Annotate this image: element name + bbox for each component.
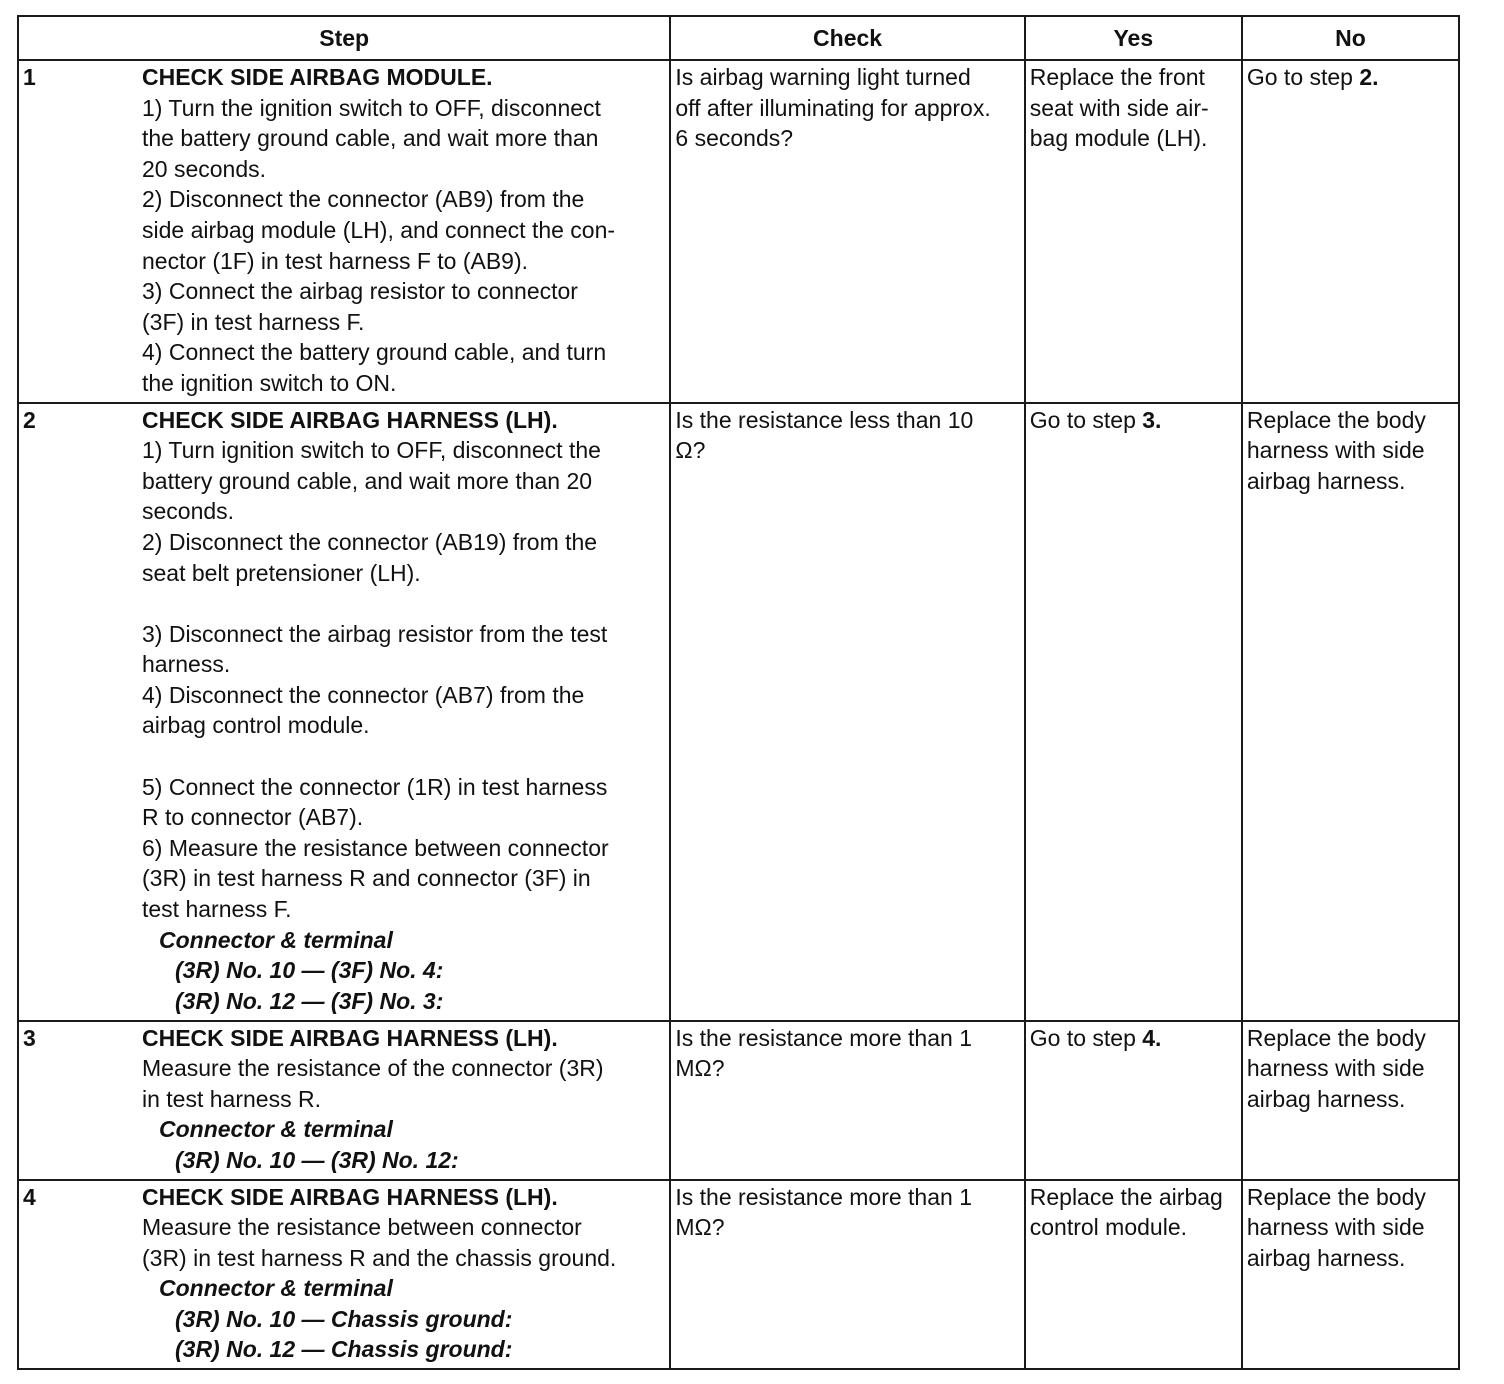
step-line: in test harness R.: [142, 1085, 321, 1112]
step-number: 3: [23, 1024, 36, 1051]
step-title: CHECK SIDE AIRBAG MODULE.: [142, 64, 493, 90]
step-number: 2: [23, 406, 36, 433]
no-cell: [1242, 1021, 1459, 1180]
yes-line: Replace the airbag: [1029, 1183, 1223, 1210]
no-line: airbag harness.: [1246, 1085, 1406, 1112]
step-title: CHECK SIDE AIRBAG HARNESS (LH).: [142, 1024, 558, 1051]
step-line: seat belt pretensioner (LH).: [142, 559, 421, 586]
step-cell: [18, 60, 670, 403]
no-line: airbag harness.: [1246, 1244, 1406, 1271]
no-cell: [1242, 60, 1459, 403]
step-line: battery ground cable, and wait more than 20: [142, 467, 593, 494]
step-line: seconds.: [142, 498, 235, 525]
step-line: R to connector (AB7).: [142, 804, 364, 831]
table-row: [18, 1180, 1459, 1370]
step-line: 3) Disconnect the airbag resistor from the test: [142, 620, 608, 647]
no-line: harness with side: [1246, 437, 1425, 464]
step-number: 4: [23, 1183, 36, 1210]
step-line: (3F) in test harness F.: [142, 308, 365, 335]
table-row: [18, 60, 1459, 403]
yes-line: control module.: [1029, 1214, 1187, 1241]
yes-cell: [1025, 1180, 1242, 1370]
check-cell: [670, 403, 1024, 1021]
no-text: Go to step: [1246, 64, 1360, 90]
check-line: Is airbag warning light turned: [675, 64, 971, 90]
step-line: (3R) in test harness R and connector (3F) in: [142, 865, 591, 892]
step-number: 1: [23, 64, 36, 90]
check-cell: [670, 1021, 1024, 1180]
connector-terminal-spec: (3R) No. 12 — (3F) No. 3:: [175, 987, 444, 1014]
no-line: Replace the body: [1246, 1183, 1426, 1210]
header-step: Step: [18, 16, 670, 60]
step-line: nector (1F) in test harness F to (AB9).: [142, 247, 529, 274]
yes-text: Go to step: [1029, 406, 1143, 433]
step-line: Measure the resistance of the connector (3R): [142, 1055, 604, 1082]
step-line: side airbag module (LH), and connect the con-: [142, 216, 616, 243]
yes-cell: [1025, 1021, 1242, 1180]
check-line: 6 seconds?: [675, 125, 794, 152]
no-cell: [1242, 1180, 1459, 1370]
connector-terminal-spec: (3R) No. 10 — (3F) No. 4:: [175, 957, 444, 984]
step-line: 6) Measure the resistance between connector: [142, 834, 609, 861]
step-line: 2) Disconnect the connector (AB9) from the: [142, 186, 585, 213]
no-line: Replace the body: [1246, 1024, 1426, 1051]
step-cell: [18, 403, 670, 1021]
connector-terminal-heading: Connector & terminal: [159, 1116, 393, 1143]
step-cell: [18, 1180, 670, 1370]
header-check: Check: [670, 16, 1024, 60]
connector-terminal-heading: Connector & terminal: [159, 926, 393, 953]
check-line: off after illuminating for approx.: [675, 94, 991, 121]
table-row: [18, 403, 1459, 1021]
step-line: the battery ground cable, and wait more than: [142, 125, 599, 152]
step-line: harness.: [142, 651, 231, 678]
step-line: the ignition switch to ON.: [142, 369, 397, 396]
check-line: Is the resistance more than 1: [675, 1024, 972, 1051]
step-line: 1) Turn ignition switch to OFF, disconnect the: [142, 437, 601, 464]
yes-line: seat with side air-: [1029, 94, 1209, 121]
no-cell: [1242, 403, 1459, 1021]
diagnostic-table: [17, 15, 1460, 1370]
step-line: airbag control module.: [142, 712, 370, 739]
no-line: harness with side: [1246, 1214, 1425, 1241]
connector-terminal-spec: (3R) No. 10 — Chassis ground:: [175, 1305, 513, 1332]
no-line: airbag harness.: [1246, 467, 1406, 494]
step-line: 5) Connect the connector (1R) in test harness: [142, 773, 608, 800]
yes-line: Replace the front: [1029, 64, 1205, 90]
check-cell: [670, 60, 1024, 403]
step-line: 3) Connect the airbag resistor to connector: [142, 278, 578, 305]
check-cell: [670, 1180, 1024, 1370]
header-row: [18, 16, 1459, 60]
step-line: 4) Connect the battery ground cable, and turn: [142, 339, 607, 366]
step-line: (3R) in test harness R and the chassis ground.: [142, 1244, 617, 1271]
step-line: Measure the resistance between connector: [142, 1214, 582, 1241]
header-yes: Yes: [1025, 16, 1242, 60]
check-line: Is the resistance more than 1: [675, 1183, 972, 1210]
yes-line: bag module (LH).: [1029, 125, 1208, 152]
no-line: harness with side: [1246, 1055, 1425, 1082]
step-line: test harness F.: [142, 896, 292, 923]
header-no: No: [1242, 16, 1459, 60]
step-title: CHECK SIDE AIRBAG HARNESS (LH).: [142, 406, 558, 433]
yes-cell: [1025, 60, 1242, 403]
yes-step-ref: 3.: [1142, 406, 1162, 433]
step-line: 4) Disconnect the connector (AB7) from the: [142, 681, 585, 708]
yes-text: Go to step: [1029, 1024, 1143, 1051]
check-line: MΩ?: [675, 1214, 725, 1241]
connector-terminal-spec: (3R) No. 12 — Chassis ground:: [175, 1336, 513, 1363]
check-line: MΩ?: [675, 1055, 725, 1082]
yes-cell: [1025, 403, 1242, 1021]
step-title: CHECK SIDE AIRBAG HARNESS (LH).: [142, 1183, 558, 1210]
spacer: [142, 588, 665, 619]
connector-terminal-heading: Connector & terminal: [159, 1275, 393, 1302]
step-cell: [18, 1021, 670, 1180]
yes-step-ref: 4.: [1142, 1024, 1162, 1051]
no-line: Replace the body: [1246, 406, 1426, 433]
step-line: 1) Turn the ignition switch to OFF, disconnect: [142, 94, 601, 121]
check-line: Is the resistance less than 10: [675, 406, 974, 433]
check-line: Ω?: [675, 437, 706, 464]
spacer: [142, 741, 665, 772]
step-line: 20 seconds.: [142, 155, 267, 182]
step-line: 2) Disconnect the connector (AB19) from the: [142, 528, 598, 555]
connector-terminal-spec: (3R) No. 10 — (3R) No. 12:: [175, 1146, 459, 1173]
table-row: [18, 1021, 1459, 1180]
no-step-ref: 2.: [1359, 64, 1379, 90]
